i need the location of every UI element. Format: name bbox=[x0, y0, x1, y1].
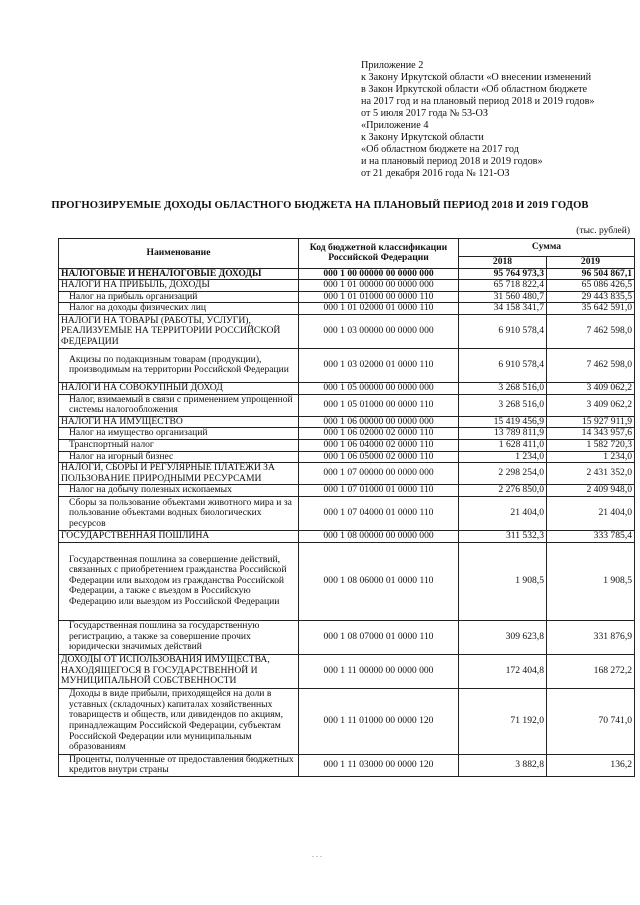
row-value-2018: 309 623,8 bbox=[459, 620, 547, 654]
row-name: НАЛОГИ НА СОВОКУПНЫЙ ДОХОД bbox=[59, 382, 299, 394]
row-value-2018: 172 404,8 bbox=[459, 654, 547, 688]
row-value-2019: 1 582 720,3 bbox=[547, 439, 635, 451]
row-code: 000 1 06 05000 02 0000 110 bbox=[299, 451, 459, 463]
table-row bbox=[59, 268, 635, 280]
table-row bbox=[59, 530, 635, 542]
appendix-line: и на плановый период 2018 и 2019 годов» bbox=[361, 156, 543, 167]
row-value-2018: 71 192,0 bbox=[459, 688, 547, 754]
header-sum: Сумма bbox=[459, 239, 635, 257]
row-value-2019: 29 443 835,5 bbox=[547, 291, 635, 303]
appendix-line: «Приложение 4 bbox=[361, 120, 429, 131]
row-code: 000 1 05 01000 00 0000 110 bbox=[299, 394, 459, 416]
row-value-2019: 2 431 352,0 bbox=[547, 463, 635, 485]
row-value-2019: 7 462 598,0 bbox=[547, 314, 635, 348]
row-code: 000 1 05 00000 00 0000 000 bbox=[299, 382, 459, 394]
table-row bbox=[59, 463, 635, 485]
page-title: ПРОГНОЗИРУЕМЫЕ ДОХОДЫ ОБЛАСТНОГО БЮДЖЕТА НА ПЛАНОВЫЙ ПЕРИОД 2018 И 2019 ГОДОВ bbox=[51, 200, 589, 211]
table-row bbox=[59, 439, 635, 451]
row-code: 000 1 11 01000 00 0000 120 bbox=[299, 688, 459, 754]
table-row bbox=[59, 280, 635, 292]
table-row bbox=[59, 291, 635, 303]
table-row bbox=[59, 394, 635, 416]
row-name: Акцизы по подакцизным товарам (продукции), производимым на территории Российской Федерации bbox=[59, 348, 299, 382]
row-name: ГОСУДАРСТВЕННАЯ ПОШЛИНА bbox=[59, 530, 299, 542]
row-value-2018: 65 718 822,4 bbox=[459, 280, 547, 292]
row-name: НАЛОГИ, СБОРЫ И РЕГУЛЯРНЫЕ ПЛАТЕЖИ ЗА ПОЛЬЗОВАНИЕ ПРИРОДНЫМИ РЕСУРСАМИ bbox=[59, 463, 299, 485]
appendix-line: от 21 декабря 2016 года № 121-ОЗ bbox=[361, 168, 510, 179]
row-code: 000 1 07 00000 00 0000 000 bbox=[299, 463, 459, 485]
row-value-2019: 96 504 867,1 bbox=[547, 268, 635, 280]
appendix-line: Приложение 2 bbox=[361, 60, 424, 71]
row-name: НАЛОГИ НА ТОВАРЫ (РАБОТЫ, УСЛУГИ), РЕАЛИЗУЕМЫЕ НА ТЕРРИТОРИИ РОССИЙСКОЙ ФЕДЕРАЦИИ bbox=[59, 314, 299, 348]
header-year-2019: 2019 bbox=[547, 257, 635, 269]
row-value-2018: 15 419 456,9 bbox=[459, 416, 547, 428]
row-name: Налог на доходы физических лиц bbox=[59, 303, 299, 315]
row-name: НАЛОГОВЫЕ И НЕНАЛОГОВЫЕ ДОХОДЫ bbox=[59, 268, 299, 280]
table-row bbox=[59, 314, 635, 348]
row-value-2018: 311 532,3 bbox=[459, 530, 547, 542]
row-value-2018: 1 908,5 bbox=[459, 542, 547, 620]
row-name: Сборы за пользование объектами животного мира и за пользование объектами водных биологических ресурсов bbox=[59, 496, 299, 530]
appendix-line: от 5 июля 2017 года № 53-ОЗ bbox=[361, 108, 488, 119]
row-name: Государственная пошлина за государственную регистрацию, а также за совершение прочих юридически значимых действий bbox=[59, 620, 299, 654]
table-row bbox=[59, 416, 635, 428]
row-value-2018: 3 268 516,0 bbox=[459, 394, 547, 416]
row-value-2019: 1 908,5 bbox=[547, 542, 635, 620]
row-value-2019: 21 404,0 bbox=[547, 496, 635, 530]
row-value-2019: 2 409 948,0 bbox=[547, 485, 635, 497]
table-row bbox=[59, 754, 635, 776]
row-value-2018: 2 298 254,0 bbox=[459, 463, 547, 485]
row-value-2019: 15 927 911,9 bbox=[547, 416, 635, 428]
row-code: 000 1 06 04000 02 0000 110 bbox=[299, 439, 459, 451]
row-code: 000 1 03 00000 00 0000 000 bbox=[299, 314, 459, 348]
units-label: (тыс. рублей) bbox=[576, 226, 630, 236]
table-row bbox=[59, 496, 635, 530]
row-value-2018: 6 910 578,4 bbox=[459, 314, 547, 348]
row-code: 000 1 11 00000 00 0000 000 bbox=[299, 654, 459, 688]
row-value-2019: 3 409 062,2 bbox=[547, 394, 635, 416]
table-row bbox=[59, 485, 635, 497]
row-name: Налог на игорный бизнес bbox=[59, 451, 299, 463]
table-row bbox=[59, 348, 635, 382]
header-name: Наименование bbox=[59, 239, 299, 269]
row-code: 000 1 01 00000 00 0000 000 bbox=[299, 280, 459, 292]
row-name: Налог, взимаемый в связи с применением упрощенной системы налогообложения bbox=[59, 394, 299, 416]
row-value-2019: 331 876,9 bbox=[547, 620, 635, 654]
row-value-2019: 35 642 591,0 bbox=[547, 303, 635, 315]
header-code: Код бюджетной классификации Российской Федерации bbox=[299, 239, 459, 269]
row-value-2019: 3 409 062,2 bbox=[547, 382, 635, 394]
row-name: Налог на прибыль организаций bbox=[59, 291, 299, 303]
table-header-row bbox=[59, 239, 635, 257]
row-code: 000 1 06 00000 00 0000 000 bbox=[299, 416, 459, 428]
row-name: ДОХОДЫ ОТ ИСПОЛЬЗОВАНИЯ ИМУЩЕСТВА, НАХОДЯЩЕГОСЯ В ГОСУДАРСТВЕННОЙ И МУНИЦИПАЛЬНОЙ СОБСТВЕННОСТИ bbox=[59, 654, 299, 688]
row-name: Государственная пошлина за совершение действий, связанных с приобретением гражданства Российской Федерации или выходом из гражданства Российской Федерации, а также с въездом в Российскую Федерацию или выездом из Российской Федерации bbox=[59, 542, 299, 620]
row-name: Проценты, полученные от предоставления бюджетных кредитов внутри страны bbox=[59, 754, 299, 776]
row-code: 000 1 07 01000 01 0000 110 bbox=[299, 485, 459, 497]
row-value-2018: 34 158 341,7 bbox=[459, 303, 547, 315]
row-value-2019: 136,2 bbox=[547, 754, 635, 776]
row-value-2018: 3 882,8 bbox=[459, 754, 547, 776]
row-value-2018: 2 276 850,0 bbox=[459, 485, 547, 497]
table-row bbox=[59, 382, 635, 394]
row-code: 000 1 06 02000 02 0000 110 bbox=[299, 428, 459, 440]
row-value-2019: 7 462 598,0 bbox=[547, 348, 635, 382]
table-row bbox=[59, 688, 635, 754]
appendix-block bbox=[361, 60, 631, 180]
row-code: 000 1 11 03000 00 0000 120 bbox=[299, 754, 459, 776]
row-value-2019: 168 272,2 bbox=[547, 654, 635, 688]
table-row bbox=[59, 620, 635, 654]
row-code: 000 1 08 07000 01 0000 110 bbox=[299, 620, 459, 654]
appendix-line: на 2017 год и на плановый период 2018 и 2019 годов» bbox=[361, 96, 595, 107]
appendix-line: в Закон Иркутской области «Об областном бюджете bbox=[361, 84, 588, 95]
row-value-2018: 1 234,0 bbox=[459, 451, 547, 463]
row-code: 000 1 03 02000 01 0000 110 bbox=[299, 348, 459, 382]
row-value-2019: 70 741,0 bbox=[547, 688, 635, 754]
row-value-2018: 13 789 811,9 bbox=[459, 428, 547, 440]
row-value-2018: 3 268 516,0 bbox=[459, 382, 547, 394]
row-value-2018: 1 628 411,0 bbox=[459, 439, 547, 451]
row-name: Налог на добычу полезных ископаемых bbox=[59, 485, 299, 497]
row-value-2018: 6 910 578,4 bbox=[459, 348, 547, 382]
row-code: 000 1 01 01000 00 0000 110 bbox=[299, 291, 459, 303]
appendix-line: «Об областном бюджете на 2017 год bbox=[361, 144, 519, 155]
row-code: 000 1 07 04000 01 0000 110 bbox=[299, 496, 459, 530]
table-row bbox=[59, 303, 635, 315]
row-code: 000 1 08 00000 00 0000 000 bbox=[299, 530, 459, 542]
appendix-line: к Закону Иркутской области «О внесении изменений bbox=[361, 72, 592, 83]
row-name: Транспортный налог bbox=[59, 439, 299, 451]
row-value-2018: 31 560 480,7 bbox=[459, 291, 547, 303]
row-code: 000 1 01 02000 01 0000 110 bbox=[299, 303, 459, 315]
row-value-2019: 65 086 426,5 bbox=[547, 280, 635, 292]
row-code: 000 1 08 06000 01 0000 110 bbox=[299, 542, 459, 620]
appendix-line: к Закону Иркутской области bbox=[361, 132, 484, 143]
row-code: 000 1 00 00000 00 0000 000 bbox=[299, 268, 459, 280]
table-row bbox=[59, 451, 635, 463]
revenue-table bbox=[58, 238, 635, 777]
row-name: НАЛОГИ НА ПРИБЫЛЬ, ДОХОДЫ bbox=[59, 280, 299, 292]
row-value-2019: 333 785,4 bbox=[547, 530, 635, 542]
table-row bbox=[59, 428, 635, 440]
row-value-2018: 95 764 973,3 bbox=[459, 268, 547, 280]
row-value-2019: 1 234,0 bbox=[547, 451, 635, 463]
table-row bbox=[59, 542, 635, 620]
footer-dots: . . . bbox=[312, 850, 322, 859]
header-year-2018: 2018 bbox=[459, 257, 547, 269]
row-name: Налог на имущество организаций bbox=[59, 428, 299, 440]
row-value-2019: 14 343 957,6 bbox=[547, 428, 635, 440]
table-row bbox=[59, 654, 635, 688]
row-value-2018: 21 404,0 bbox=[459, 496, 547, 530]
row-name: НАЛОГИ НА ИМУЩЕСТВО bbox=[59, 416, 299, 428]
row-name: Доходы в виде прибыли, приходящейся на доли в уставных (складочных) капиталах хозяйственных товариществ и обществ, или дивидендов по акциям, принадлежащим Российской Федерации, субъектам Российской Федерации или муниципальным образованиям bbox=[59, 688, 299, 754]
